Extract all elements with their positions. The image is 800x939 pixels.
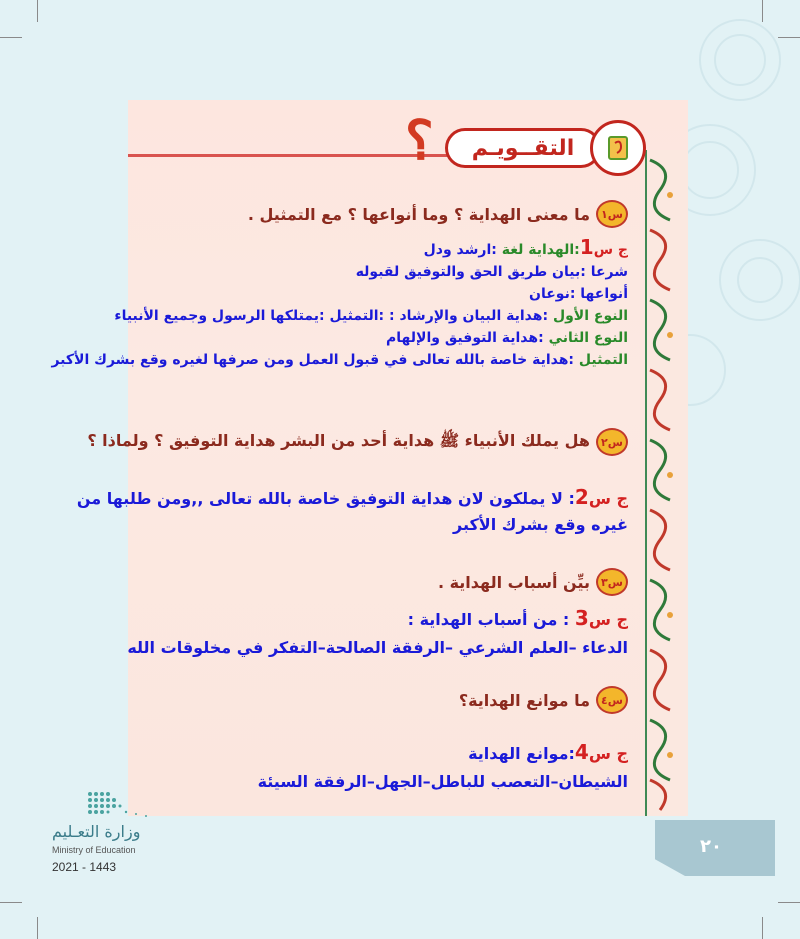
answer-line	[51, 349, 628, 371]
answer-number: 4	[574, 740, 589, 764]
answer-value: :هداية خاصة بالله تعالى في قبول العمل ومن صرفها لغيره وقع بشرك الأكبر	[51, 352, 579, 368]
answer-number: 1	[579, 235, 594, 259]
answer-prefix: ج س	[588, 610, 628, 629]
section-title-badge	[445, 120, 660, 172]
question-3	[438, 568, 628, 596]
answer-value: :هداية التوفيق والإلهام	[386, 330, 549, 346]
ministry-name-arabic: وزارة التعـليم	[52, 822, 141, 841]
answer-line	[51, 236, 628, 261]
answer-line: غيره وقع بشرك الأكبر	[452, 515, 628, 534]
page-number: ٢٠	[700, 836, 722, 857]
answer-value: :ارشد ودل	[423, 242, 502, 258]
answer-4	[258, 738, 628, 796]
answer-number: 3	[574, 606, 589, 630]
crop-mark	[37, 0, 38, 22]
question-4	[459, 686, 628, 714]
edition-year: 2021 - 1443	[52, 860, 117, 874]
answer-line: الشيطان–التعصب للباطل–الجهل–الرفقة السيئة	[257, 772, 628, 791]
question-number-badge: س٢	[596, 428, 628, 456]
answer-number: 2	[574, 485, 589, 509]
answer-line	[51, 305, 628, 327]
answer-label: النوع الأول	[552, 308, 628, 324]
answer-line: أنواعها :نوعان	[529, 286, 628, 302]
crop-mark	[0, 37, 22, 38]
answer-label: :الهداية لغة	[501, 242, 580, 258]
question-text: ما معنى الهداية ؟ وما أنواعها ؟ مع التمثيل .	[247, 204, 590, 224]
answer-value: : لا يملكون لان هداية التوفيق خاصة بالله تعالى ,,ومن طلبها من	[76, 489, 575, 508]
crop-mark	[762, 917, 763, 939]
section-title: التقــويـم	[445, 128, 601, 168]
answer-line	[51, 327, 628, 349]
answer-3	[127, 604, 628, 662]
question-text: هل يملك الأنبياء ﷺ هداية أحد من البشر هداية التوفيق ؟ ولماذا ؟	[87, 430, 590, 450]
question-number-badge: س٤	[596, 686, 628, 714]
answer-prefix: ج س	[588, 744, 628, 763]
question-number-badge: س٣	[596, 568, 628, 596]
question-2	[87, 428, 628, 456]
question-number-badge: س١	[596, 200, 628, 228]
vine-border	[640, 150, 688, 816]
answer-value: :موانع الهداية	[468, 744, 575, 763]
answer-1	[51, 236, 628, 371]
ministry-name-english: Ministry of Education	[52, 845, 136, 855]
answer-line	[77, 484, 628, 512]
answer-2	[77, 484, 628, 538]
answer-line	[258, 738, 628, 768]
answer-value: : من أسباب الهداية :	[407, 610, 575, 629]
crop-mark	[0, 902, 22, 903]
answer-value: :هداية البيان والإرشاد : :التمثيل :يمتلكها الرسول وجميع الأنبياء	[114, 308, 553, 324]
answer-label: التمثيل	[578, 352, 628, 368]
question-1	[248, 200, 628, 228]
book-icon	[590, 120, 646, 176]
answer-line	[127, 604, 628, 634]
answer-line: الدعاء –العلم الشرعي –الرفقة الصالحة–التفكر في مخلوقات الله	[127, 638, 628, 657]
ministry-logo-icon	[50, 790, 160, 820]
answer-prefix: ج س	[588, 489, 628, 508]
crop-mark	[37, 917, 38, 939]
answer-prefix: ج س	[593, 242, 628, 258]
question-text: بيِّن أسباب الهداية .	[437, 572, 590, 592]
answer-label: النوع الثاني	[548, 330, 628, 346]
question-mark-icon: ؟	[405, 108, 434, 172]
question-text: ما موانع الهداية؟	[458, 690, 590, 710]
crop-mark	[778, 902, 800, 903]
answer-line: شرعا :بيان طريق الحق والتوفيق لقبوله	[355, 264, 628, 280]
